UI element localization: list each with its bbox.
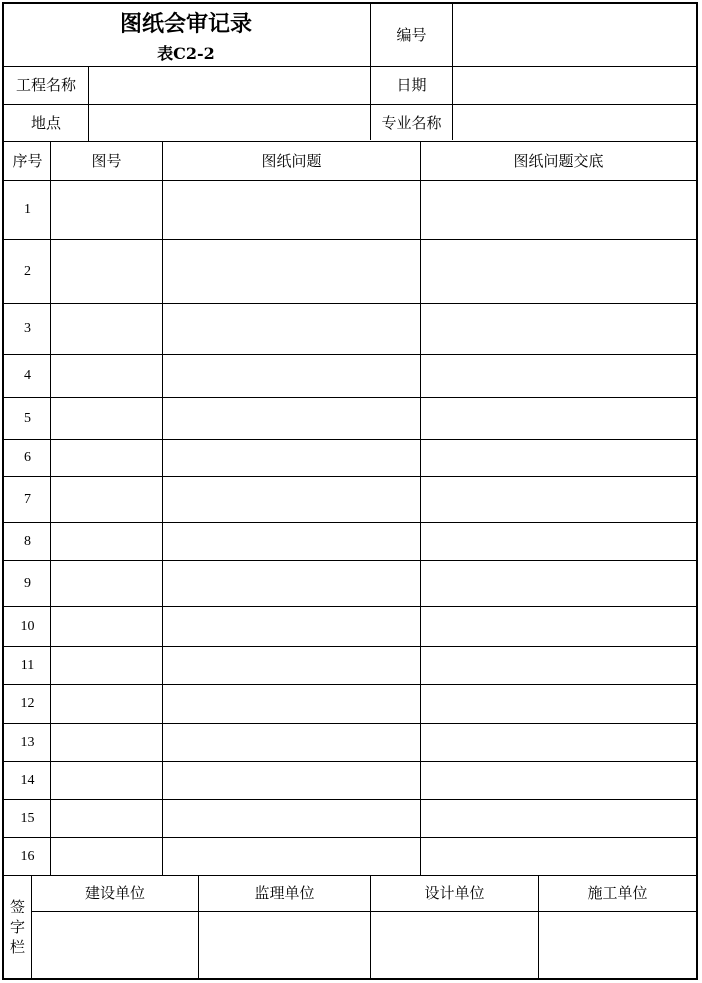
- supervision-unit-signature-box[interactable]: [199, 912, 370, 978]
- design-unit-label: 设计单位: [424, 884, 485, 902]
- row-resolution[interactable]: [421, 724, 696, 761]
- owner-unit-signature-box[interactable]: [32, 912, 198, 978]
- row-drawing-no[interactable]: [51, 685, 162, 723]
- form-subtitle: 表C2-2: [157, 44, 215, 63]
- construction-unit-signature-box[interactable]: [539, 912, 696, 978]
- row-issue[interactable]: [163, 724, 420, 761]
- supervision-unit-label: 监理单位: [254, 884, 315, 902]
- row-seq: 5: [24, 410, 31, 426]
- row-issue[interactable]: [163, 355, 420, 397]
- issue-header: 图纸问题: [261, 151, 322, 170]
- signature-label-char: 字: [9, 918, 25, 936]
- row-resolution[interactable]: [421, 440, 696, 476]
- drawing-no-header: 图号: [91, 151, 122, 170]
- row-drawing-no[interactable]: [51, 800, 162, 837]
- project-name-label: 工程名称: [15, 76, 76, 94]
- specialty-field[interactable]: [453, 105, 696, 141]
- row-issue[interactable]: [163, 838, 420, 875]
- construction-unit-label: 施工单位: [587, 884, 648, 902]
- row-seq: 1: [24, 202, 31, 217]
- form-title: 图纸会审记录: [119, 12, 252, 37]
- form-title-block: [4, 4, 368, 66]
- row-issue[interactable]: [163, 181, 420, 239]
- row-issue[interactable]: [163, 685, 420, 723]
- row-resolution[interactable]: [421, 800, 696, 837]
- row-issue[interactable]: [163, 398, 420, 439]
- specialty-label: 专业名称: [381, 113, 442, 132]
- number-label: 编号: [396, 25, 427, 44]
- row-resolution[interactable]: [421, 181, 696, 239]
- row-seq: 2: [24, 263, 31, 279]
- row-drawing-no[interactable]: [51, 762, 162, 799]
- row-resolution[interactable]: [421, 762, 696, 799]
- row-issue[interactable]: [163, 561, 420, 606]
- owner-unit-label: 建设单位: [84, 884, 145, 902]
- location-field[interactable]: [89, 105, 370, 141]
- project-name-field[interactable]: [89, 67, 370, 104]
- row-resolution[interactable]: [421, 523, 696, 560]
- row-drawing-no[interactable]: [51, 398, 162, 439]
- row-resolution[interactable]: [421, 685, 696, 723]
- row-seq: 15: [20, 810, 35, 826]
- row-issue[interactable]: [163, 800, 420, 837]
- row-issue[interactable]: [163, 607, 420, 646]
- row-resolution[interactable]: [421, 304, 696, 354]
- number-field[interactable]: [453, 4, 696, 66]
- signature-label-char: 栏: [9, 938, 25, 956]
- row-seq: 14: [20, 772, 35, 788]
- date-field[interactable]: [453, 67, 696, 104]
- row-resolution[interactable]: [421, 838, 696, 875]
- row-drawing-no[interactable]: [51, 240, 162, 303]
- row-drawing-no[interactable]: [51, 523, 162, 560]
- row-resolution[interactable]: [421, 398, 696, 439]
- row-seq: 11: [20, 657, 35, 673]
- row-drawing-no[interactable]: [51, 355, 162, 397]
- row-resolution[interactable]: [421, 477, 696, 522]
- row-issue[interactable]: [163, 523, 420, 560]
- row-drawing-no[interactable]: [51, 724, 162, 761]
- row-seq: 10: [20, 618, 35, 634]
- row-resolution[interactable]: [421, 355, 696, 397]
- row-seq: 4: [24, 368, 31, 383]
- row-seq: 9: [24, 575, 31, 591]
- row-issue[interactable]: [163, 304, 420, 354]
- location-label: 地点: [30, 113, 61, 132]
- row-drawing-no[interactable]: [51, 181, 162, 239]
- row-drawing-no[interactable]: [51, 561, 162, 606]
- row-resolution[interactable]: [421, 561, 696, 606]
- row-issue[interactable]: [163, 240, 420, 303]
- row-drawing-no[interactable]: [51, 477, 162, 522]
- row-drawing-no[interactable]: [51, 838, 162, 875]
- signature-label-char: 签: [9, 898, 25, 916]
- row-drawing-no[interactable]: [51, 647, 162, 684]
- row-drawing-no[interactable]: [51, 607, 162, 646]
- row-seq: 8: [24, 533, 31, 549]
- row-seq: 7: [24, 491, 31, 507]
- row-seq: 6: [24, 450, 31, 465]
- row-issue[interactable]: [163, 762, 420, 799]
- resolution-header: 图纸问题交底: [513, 151, 604, 170]
- row-resolution[interactable]: [421, 647, 696, 684]
- row-resolution[interactable]: [421, 240, 696, 303]
- row-issue[interactable]: [163, 440, 420, 476]
- signature-column-label: [4, 876, 31, 978]
- seq-header: 序号: [12, 151, 43, 170]
- row-drawing-no[interactable]: [51, 304, 162, 354]
- row-seq: 13: [20, 734, 35, 750]
- row-seq: 3: [24, 321, 31, 336]
- row-issue[interactable]: [163, 647, 420, 684]
- row-resolution[interactable]: [421, 607, 696, 646]
- row-drawing-no[interactable]: [51, 440, 162, 476]
- row-seq: 12: [20, 696, 35, 711]
- date-label: 日期: [396, 76, 427, 94]
- row-seq: 16: [20, 848, 35, 864]
- design-unit-signature-box[interactable]: [371, 912, 538, 978]
- row-issue[interactable]: [163, 477, 420, 522]
